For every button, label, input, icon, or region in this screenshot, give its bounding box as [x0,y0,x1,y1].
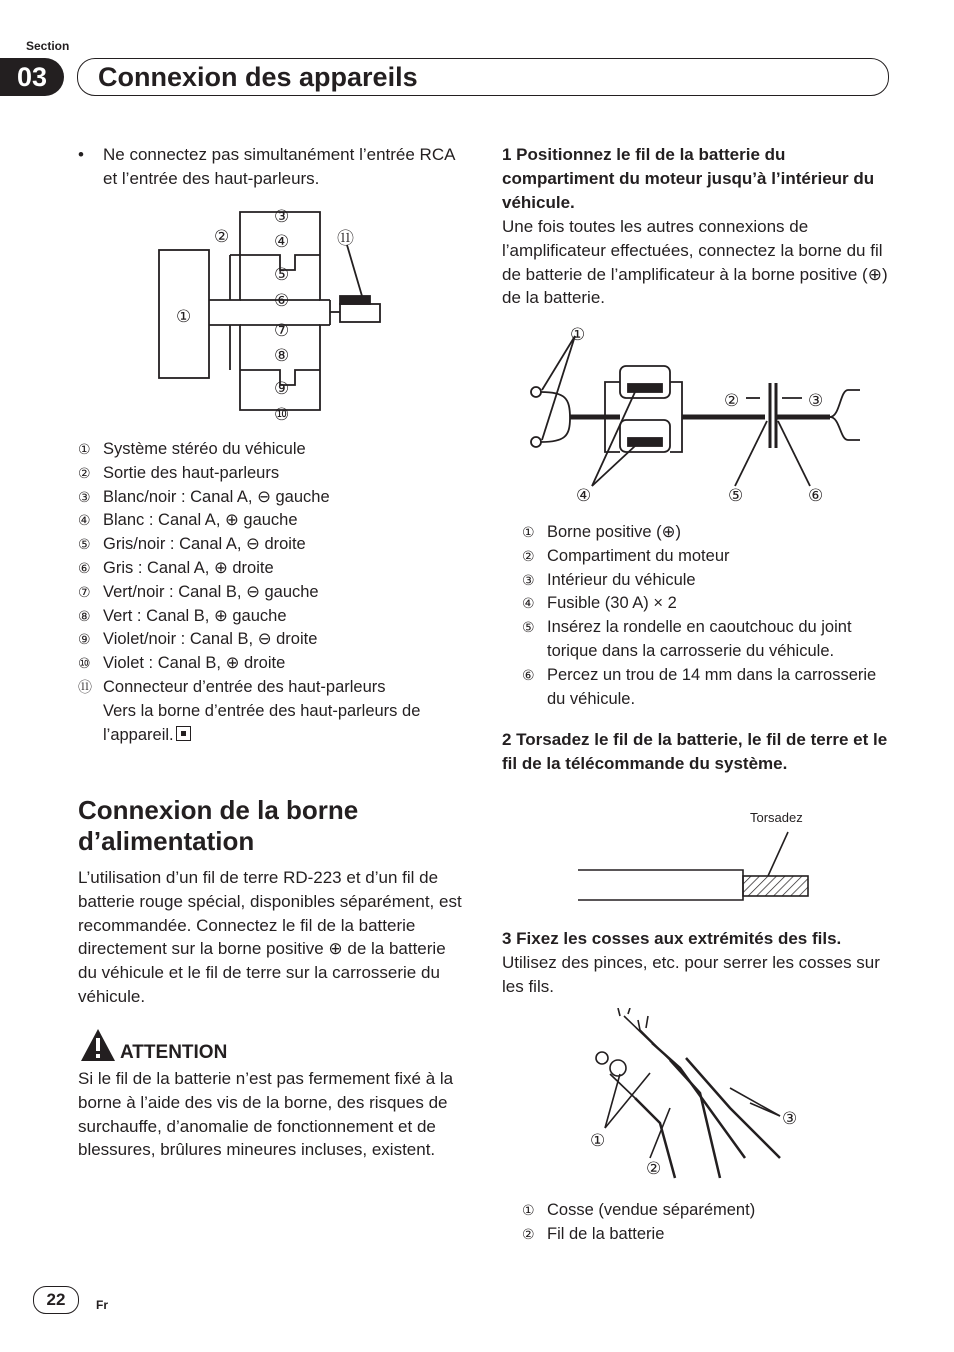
legend-text: Blanc/noir : Canal A, ⊖ gauche [103,487,330,506]
speaker-wiring-diagram [150,200,390,425]
attention-title: ATTENTION [120,1042,228,1063]
legend-number: ⑪ [78,678,92,695]
step-2-title: 2 Torsadez le fil de la batterie, le fil de terre et le fil de la télécommande du système. [502,730,888,773]
step-3-text: Utilisez des pinces, etc. pour serrer les cosses sur les fils. [502,953,880,996]
legend-text: Compartiment du moteur [547,546,730,565]
callout-1: ① [176,307,192,327]
legend-item [78,628,463,652]
callout-10: ⑩ [274,405,290,425]
legend-number: ⑧ [78,607,91,624]
callout-b2: ② [724,391,740,411]
legend-text: Gris/noir : Canal A, ⊖ droite [103,535,306,554]
section-heading: Connexion de la borne d’alimentation [78,795,359,856]
legend-item [522,521,887,545]
legend-item [78,462,463,486]
callout-7: ⑦ [274,321,290,341]
twisted-wire-diagram [578,828,818,908]
legend-item [522,616,887,664]
legend-item [78,605,463,629]
legend-number: ⑥ [522,666,535,683]
legend-note-text: Vers la borne d’entrée des haut-parleurs de l’appareil. [103,701,421,744]
legend-number: ③ [522,571,535,588]
callout-11: ⑪ [337,229,354,249]
legend-number: ⑥ [78,559,91,576]
speaker-legend [78,438,463,747]
bullet-text: Ne connectez pas simultanément l’entrée RCA et l’entrée des haut-parleurs. [103,145,455,188]
callout-b5: ⑤ [728,486,744,506]
callout-b4: ④ [576,486,592,506]
battery-wire-diagram [520,318,870,513]
legend-number: ⑨ [78,631,91,648]
legend-text: Violet : Canal B, ⊕ droite [103,654,286,673]
legend-number: ⑦ [78,583,91,600]
step-3-title: 3 Fixez les cosses aux extrémités des fils. [502,929,842,948]
legend-item-note [78,700,463,748]
legend-number: ③ [78,488,91,505]
legend-number: ④ [522,595,535,612]
callout-c1: ① [590,1131,606,1151]
legend-number: ⑤ [78,536,91,553]
legend-item [78,652,463,676]
legend-text: Système stéréo du véhicule [103,440,306,458]
warning-icon [80,1028,116,1062]
intro-paragraph: L’utilisation d’un fil de terre RD-223 et d’un fil de batterie rouge spécial, disponibles séparément, est recommandée. Connectez le fil de la batterie directement sur la borne positive ⊕ de la batterie du véhicule et le fil de terre sur la carrosserie du véhicule. [78,868,462,1006]
legend-text: Sortie des haut-parleurs [103,463,280,482]
page-number: 22 [33,1286,79,1314]
callout-4: ④ [274,232,290,252]
callout-3: ③ [274,207,290,227]
legend-text: Cosse (vendue séparément) [547,1201,756,1219]
legend-item [78,486,463,510]
speaker-input-connector [340,304,380,322]
callout-8: ⑧ [274,346,290,366]
end-mark-icon [176,726,191,741]
legend-text: Vert/noir : Canal B, ⊖ gauche [103,582,319,601]
legend-text: Fil de la batterie [547,1224,665,1243]
section-label: Section [26,39,70,53]
callout-9: ⑨ [274,379,290,399]
legend-item [522,545,887,569]
callout-b3: ③ [808,391,824,411]
legend-item [522,569,887,593]
callout-b6: ⑥ [808,486,824,506]
legend-number: ② [522,1225,535,1242]
legend-text: Connecteur d’entrée des haut-parleurs [103,677,386,696]
legend-text: Borne positive (⊕) [547,523,681,541]
terminal-lugs-diagram [580,1008,810,1193]
lugs-legend [522,1199,887,1247]
legend-text: Percez un trou de 14 mm dans la carrosserie du véhicule. [547,665,877,708]
legend-number: ⑤ [522,619,535,636]
section-title: Connexion des appareils [98,62,418,92]
legend-item [522,1223,887,1247]
section-number: 03 [0,58,64,96]
battery-legend [522,521,887,711]
legend-item [78,557,463,581]
twist-label: Torsadez [750,810,803,825]
legend-number: ① [522,524,535,540]
legend-number: ④ [78,512,91,529]
legend-text: Intérieur du véhicule [547,570,696,589]
legend-text: Blanc : Canal A, ⊕ gauche [103,511,298,530]
legend-item [78,509,463,533]
legend-item [78,438,463,462]
bullet-dot: • [78,145,84,164]
callout-c2: ② [646,1159,662,1179]
legend-text: Insérez la rondelle en caoutchouc du joint torique dans la carrosserie du véhicule. [547,618,852,660]
legend-item [522,664,887,712]
legend-text: Gris : Canal A, ⊕ droite [103,558,274,577]
legend-item [522,592,887,616]
language-code: Fr [96,1298,108,1312]
callout-6: ⑥ [274,291,290,311]
legend-item [78,581,463,605]
callout-b1: ① [570,325,586,345]
legend-item [78,676,463,700]
callout-5: ⑤ [274,265,290,285]
step-1-title: 1 Positionnez le fil de la batterie du compartiment du moteur jusqu’à l’intérieur du véhicule. [502,145,875,212]
legend-item [522,1199,887,1223]
legend-number: ⑩ [78,655,91,672]
callout-c3: ③ [782,1109,798,1129]
legend-number: ① [78,441,91,457]
legend-text: Violet/noir : Canal B, ⊖ droite [103,630,318,649]
legend-item [78,533,463,557]
step-1-text: Une fois toutes les autres connexions de l’amplificateur effectuées, connectez la borne du fil de batterie de l’amplificateur à la borne positive (⊕) de la batterie. [502,217,888,308]
callout-2: ② [214,227,230,247]
legend-text: Fusible (30 A) × 2 [547,594,677,613]
legend-number: ② [522,547,535,564]
attention-text: Si le fil de la batterie n’est pas fermement fixé à la borne à l’aide des vis de la borne, des risques de surchauffe, d’anomalie de fonctionnement et de blessures, brûlures mineures incluses, existent. [78,1069,454,1160]
legend-number: ② [78,464,91,481]
legend-text: Vert : Canal B, ⊕ gauche [103,606,287,625]
legend-number: ① [522,1202,535,1218]
